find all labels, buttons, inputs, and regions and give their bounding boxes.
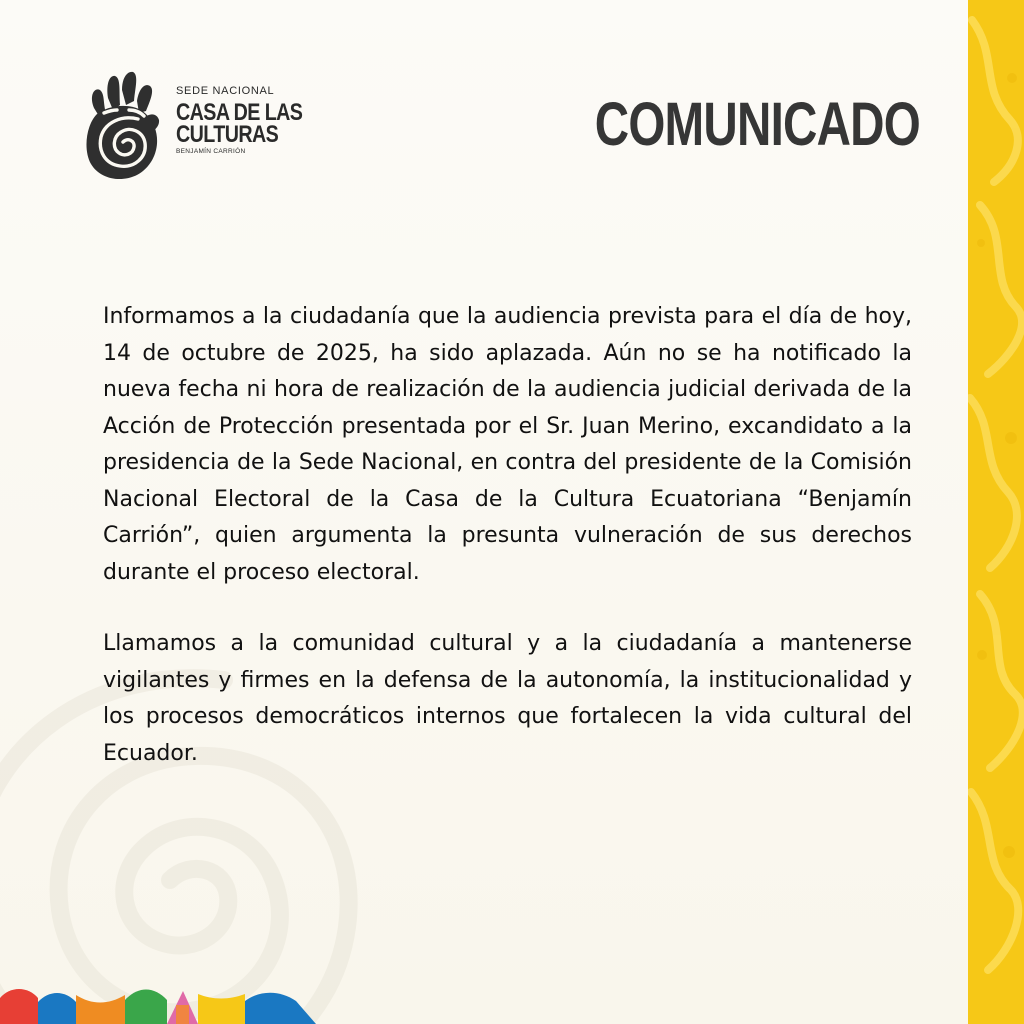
communique-body <box>103 299 912 807</box>
multicolor-shapes-icon <box>0 982 316 1024</box>
body-paragraph-2: Llamamos a la comunidad cultural y a la ciudadanía a mantenerse vigilantes y firmes en la defensa de la autonomía, la institucionalidad y los procesos democráticos internos que fortalecen la vida cultural del Ecuador. <box>103 631 912 766</box>
logo-name-line-1: CASA DE LAS <box>176 99 303 126</box>
casa-de-las-culturas-logo <box>84 70 303 182</box>
logo-small-text: BENJAMÍN CARRIÓN <box>176 148 246 155</box>
hand-spiral-logo-icon <box>84 70 164 182</box>
logo-name-line-2: CULTURAS <box>176 121 279 148</box>
logo-subtitle: SEDE NACIONAL <box>176 85 275 97</box>
yellow-pattern-icon <box>968 0 1024 1024</box>
body-paragraph-1: Informamos a la ciudadanía que la audiencia prevista para el día de hoy, 14 de octubre de 2025, ha sido aplazada. Aún no se ha notificado la nueva fecha ni hora de realización de la audiencia judicial derivada de la Acción de Protección presentada por el Sr. Juan Merino, excandidato a la presidencia de la Sede Nacional, en contra del presidente de la Comisión Nacional Electoral de la Casa de la Cultura Ecuatoriana “Benjamín Carrión”, quien argumenta la presunta vulneración de sus derechos durante el proceso electoral. <box>103 304 912 585</box>
page-title: COMUNICADO <box>594 90 920 158</box>
